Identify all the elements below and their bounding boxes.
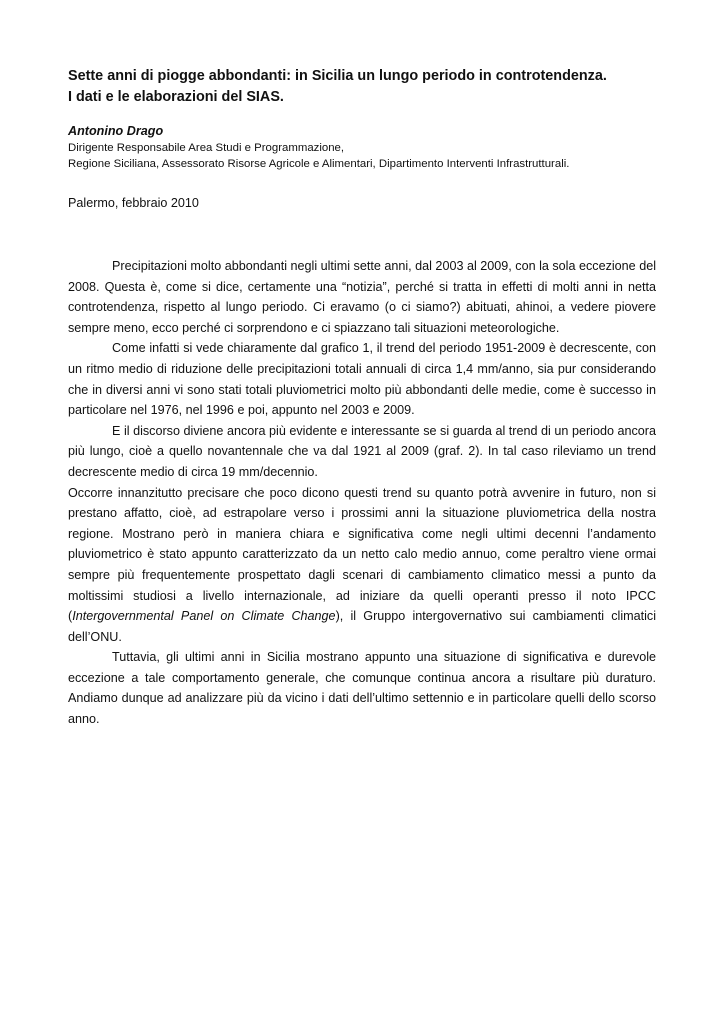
author-name: Antonino Drago <box>68 124 164 138</box>
paragraph-4 <box>68 483 656 648</box>
author-block <box>68 122 656 172</box>
title-line-1: Sette anni di piogge abbondanti: in Sicilia un lungo periodo in controtendenza. <box>68 68 607 84</box>
title-line-2: I dati e le elaborazioni del SIAS. <box>68 89 284 105</box>
document-title <box>68 66 656 108</box>
paragraph-4-text-b: ), il Gruppo intergovernativo sui cambiamenti climatici dell’ONU. <box>68 609 657 644</box>
paragraph-2: Come infatti si vede chiaramente dal grafico 1, il trend del periodo 1951-2009 è decrescente, con un ritmo medio di riduzione delle precipitazioni totali annuali di circa 1,4 mm/anno, sia pur considerando che in diversi anni vi sono stati totali pluviometrici molto più abbondanti delle medie, come è successo in particolare nel 1976, nel 1996 e poi, appunto nel 2003 e 2009. <box>68 341 656 418</box>
paragraph-5: Tuttavia, gli ultimi anni in Sicilia mostrano appunto una situazione di significativa e durevole eccezione a tale comportamento generale, che comunque continua ancora a risultare più duraturo. Andiamo dunque ad analizzare più da vicino i dati dell’ultimo settennio e in particolare quelli dello scorso anno. <box>68 650 656 727</box>
place-date: Palermo, febbraio 2010 <box>68 196 199 210</box>
paragraph-3: E il discorso diviene ancora più evidente e interessante se si guarda al trend di un periodo ancora più lungo, cioè a quello novantennale che va dal 1921 al 2009 (graf. 2). In tal caso rileviamo un trend decrescente medio di circa 19 mm/decennio. <box>68 423 656 479</box>
paragraph-4-text-a: Occorre innanzitutto precisare che poco dicono questi trend su quanto potrà avvenire in futuro, non si prestano affatto, cioè, ad estrapolare verso i prossimi anni la situazione pluviometrica della nostra regione. Mostrano però in maniera chiara e significativa come negli ultimi decenni l’andamento pluviometrico è stato appunto caratterizzato da un netto calo medio annuo, come peraltro viene ormai sempre più frequentemente prospettato dagli scenari di cambiamento climatico messi a punto da moltissimi studiosi a livello internazionale, ad iniziare da quelli operanti presso il noto IPCC ( <box>68 485 656 624</box>
body-text <box>68 256 656 730</box>
author-role: Dirigente Responsabile Area Studi e Programmazione, <box>68 142 345 154</box>
paragraph-1: Precipitazioni molto abbondanti negli ultimi sette anni, dal 2003 al 2009, con la sola eccezione del 2008. Questa è, come si dice, certamente una “notizia”, perché si tratta in effetti di molti anni in netta controtendenza, rispetto al lungo periodo. Ci eravamo (o ci siamo?) abituati, ahinoi, a vedere piovere sempre meno, ecco perché ci sorprendono e ci spiazzano tali situazioni meteorologiche. <box>68 259 656 335</box>
paragraph-4-italic-ipcc: Intergovernmental Panel on Climate Change <box>72 609 336 624</box>
author-affiliation: Regione Siciliana, Assessorato Risorse Agricole e Alimentari, Dipartimento Interventi Infrastrutturali. <box>68 158 570 170</box>
document-page <box>68 66 656 730</box>
